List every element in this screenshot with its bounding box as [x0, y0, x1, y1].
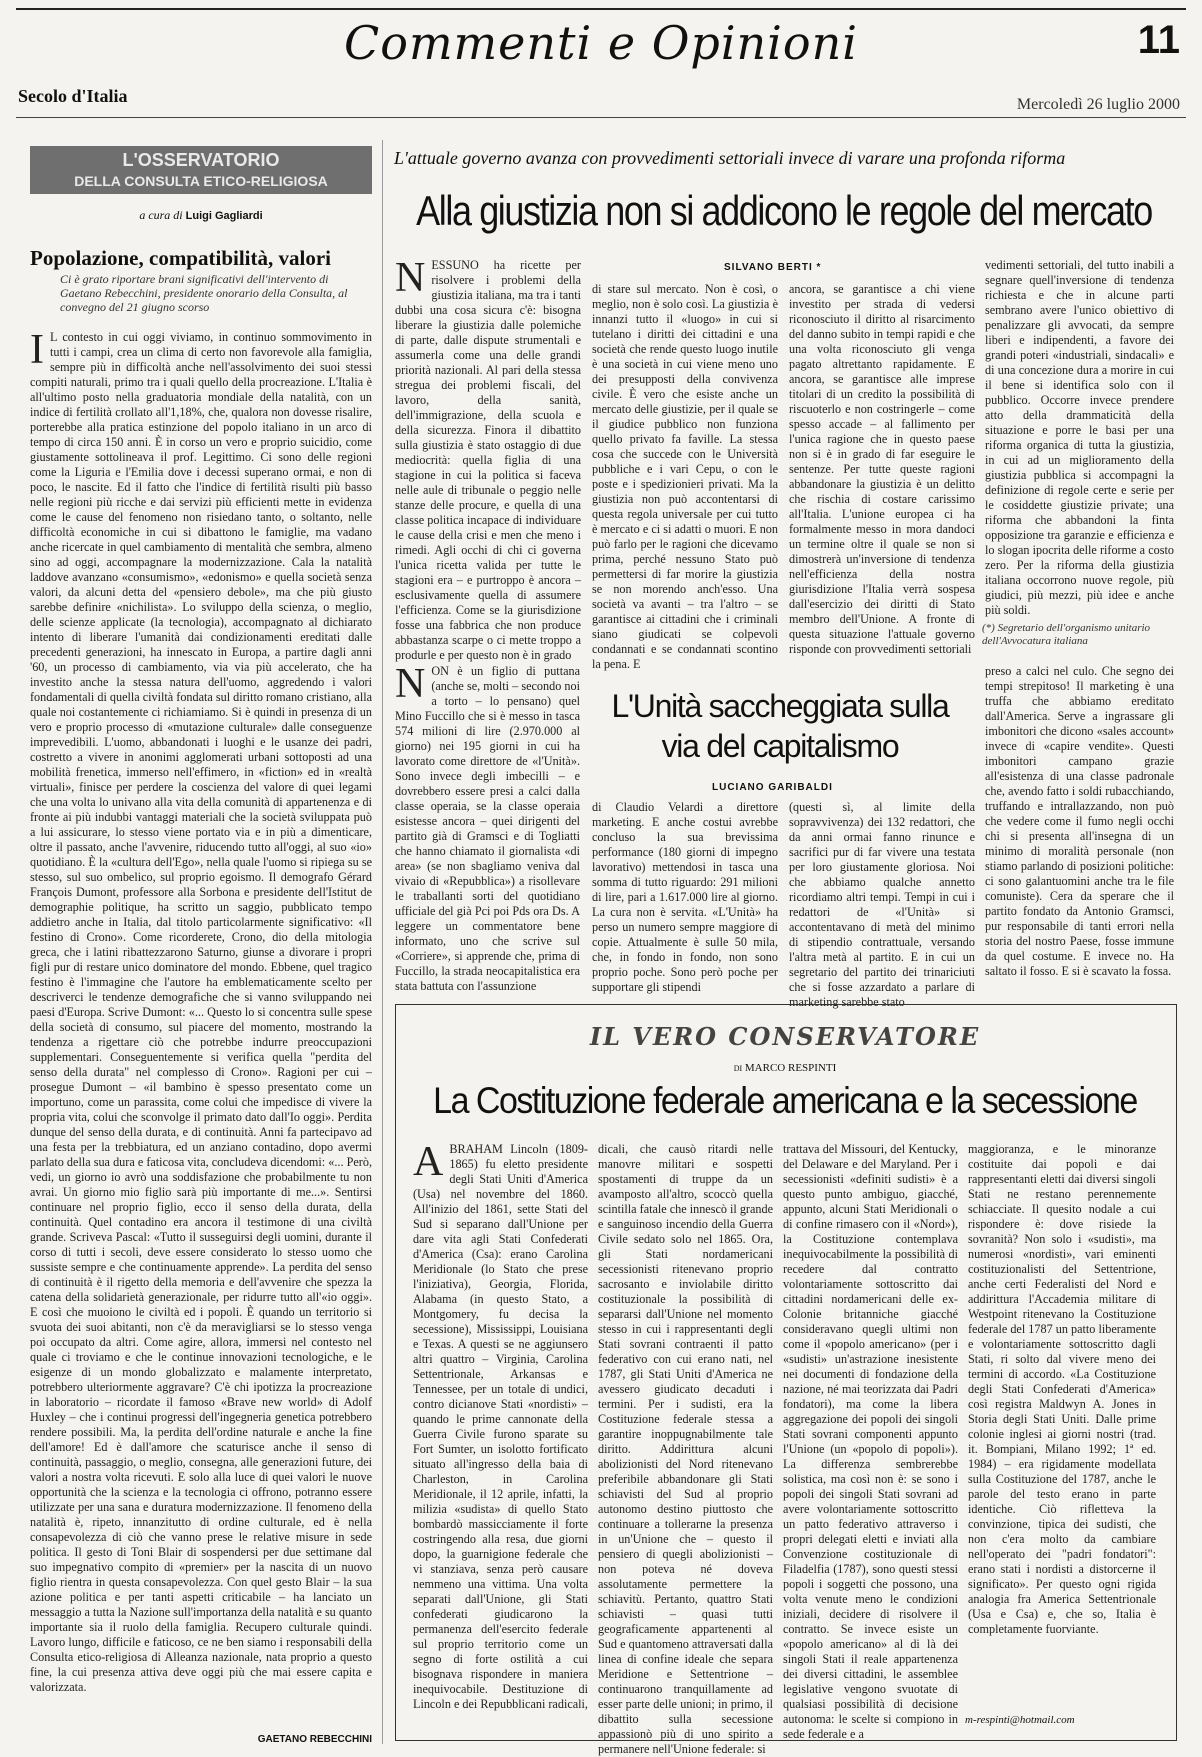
- byline: SILVANO BERTI *: [724, 262, 822, 273]
- curator-label: a cura di: [139, 208, 183, 222]
- masthead-rule: [16, 117, 1186, 118]
- top-rule: [16, 8, 1186, 10]
- dropcap: N: [395, 255, 426, 301]
- article-column: dicali, che causò ritardi nelle manovre militari e sospetti spostamenti di truppe da un avamposto all'altro, scoccò quella scintilla fatale che innescò il grande e sanguinoso incendio della Guerra Civile sedato solo nel 1865. Ora, gli Stati nordamericani secessionisti ritenevano proprio sacrosanto e inviolabile diritto costituzionale la possibilità di separarsi dall'Unione nel momento stesso in cui i rappresentanti degli Stati sovrani contraenti il patto federativo con cui erano nati, nel 1787, gli Stati Uniti d'America ne avessero giudicato decaduti i termini. Per i sudisti, era la Costituzione federale stessa a garantire inoppugnabilmente tale diritto. Addirittura alcuni abolizionisti del Nord ritenevano preferibile abbandonare gli Stati schiavisti del Sud al proprio autonomo destino piuttosto che continuare a tollerarne la presenza in un'Unione che – questo il pensiero di quegli abolizionisti – non poteva né doveva assolutamente permettere la schiavitù. Pertanto, quattro Stati schiavisti – quasi tutti geograficamente appartenenti al Sud e quantomeno attraversati dalla linea di confine ideale che separa Meridione e Settentrione – continuarono tranquillamente ad esser parte delle unioni; in primo, il dibattito sulla secessione appassionò più di uno spirito a permanere nell'Unione federale: si: [598, 1142, 773, 1756]
- article-column: di Claudio Velardi a direttore marketing. E anche costui avrebbe concluso la sua brevissima performance (180 giorni di impegno lavorativo) mettendosi in tasca una somma di tutto riguardo: 291 milioni di lire, pari a 1.617.000 lire al giorno. La cura non è servita. «L'Unità» ha perso un numero sempre maggiore di copie. Attualmente è sulle 50 mila, che, in fondo in fondo, non sono proprio poche. Sono però poche per supportare gli stipendi: [592, 800, 778, 994]
- article-column: maggioranza, e le minoranze costituite dai popoli e dai rappresentanti eletti dai diversi singoli Stati ne restano perennemente schiacciate. Il quesito nodale a cui rispondere è: dove risiede la sovranità? Non solo i «sudisti», ma numerosi «nordisti», vari eminenti costituzionalisti del Settentrione, anche certi Federalisti del Nord e addirittura l'Accademia militare di Westpoint ritenevano la Costituzione federale del 1787 un patto liberamente e volontariamente sottoscritto dagli Stati, ri solto dal vivere meno dei termini di accordo. «La Costituzione degli Stati Confederati d'America» così registra Maldwyn A. Jones in Storia degli Stati Uniti. Dalle prime colonie inglesi ai giorni nostri (trad. it. Bompiani, Milano 1992; 1ª ed. 1984) – era rigidamente modellata sulla Costituzione del 1787, anche le parole del testo erano in parte identiche. Ciò rifletteva la convinzione, tipica dei sudisti, che non c'era molto da cambiare nell'operato dei "padri fondatori": erano stati i nordisti a distorcerne il significato». Per questo ogni rigida analogia fra America Settentrionale (Usa e Csa) e, che so, Italia è completamente fuorviante.: [968, 1142, 1156, 1636]
- article-body-text: L contesto in cui oggi viviamo, in continuo sommovimento in tutti i campi, crea un clima di certo non favorevole alla famiglia, sempre più in difficoltà anche nell'assolvimento dei suoi stessi compiti naturali, primo tra i quali quello della procreazione. L'Italia è all'ultimo posto nella graduatoria mondiale della natalità, con un indice di fertilità crollato all'1,18%, che, qualora non dovesse risalire, porterebbe alla pratica estinzione del popolo italiano in un arco di tempo di circa 150 anni. È in corso un vero e proprio suicidio, come giustamente sottolineava il prof. Legittimo. Ci sono delle regioni come la Liguria e l'Emilia dove i decessi superano ormai, e non di poco, le nascite. Ed il fatto che l'indice di fertilità risulti più basso nelle regioni più ricche e dai servizi più efficienti mette in evidenza come le cause del fenomeno non risiedano tanto, o soltanto, nelle difficoltà economiche in cui si dibattono le famiglie, ma vadano anche ricercate in quel cambiamento di mentalità che sembra, almeno sino ad oggi, accompagnare la modernizzazione. Cala la natalità laddove avanzano «consumismo», «edonismo» e quella società senza valori, da alcuni detta del «pensiero debole», ma che più giusto sarebbe definire «nichilista». Lo sviluppo della scienza, o meglio, delle scienze applicate (la tecnologia), accompagnato al dichiarato intento di liberare l'umanità dai condizionamenti ereditati dalle precedenti generazioni, ha innescato in Europa, a partire dagli anni '60, un processo di cambiamento, via via più accelerato, che ha investito anche la stessa natura dell'uomo, aggredendo i valori fondamentali di quella civiltà fondata sul diritto romano cristiano, alla quale noi costantemente ci richiamiamo. Si è quindi in presenza di un vero e proprio processo di «mutazione culturale» dalle conseguenze imprevedibili. L'uomo, abbandonati i luoghi e le usanze dei padri, costretto a vivere in anonimi agglomerati urbani sottoposti ad una mobilità frenetica, immerso nell'effimero, in «fiction» ed in «realtà virtuali», finisce per perdere la coscienza del valore di quei legami che una volta lo univano alla vita della comunità di appartenenza e di fronte ai più indubbi vantaggi materiali che la società sviluppata può a lui assicurare, lo stesso viene portato via e in più a dimenticare, oltre il passato, anche l'avvenire, riducendo tutto all'oggi, al suo «io» quotidiano. È la «cultura dell'Ego», nella quale l'uomo si ripiega su se stesso, sul suo ombelico, sul proprio egoismo. Il demografo Gérard François Dumont, professore alla Sorbona e presidente dell'Istitut de demographie politique, ha scritto un saggio, pubblicato tempo addietro anche in Italia, dal titolo particolarmente significativo: «Il festino di Crono». Come ricorderete, Crono, dio della mitologia greca, che i latini ribattezzarono Saturno, giunse a divorare i propri figli pur di restare unico dominatore del mondo. Ebbene, quel tragico festino è l'immagine che l'autore ha emblematicamente scelto per descriverci le tendenze demografiche che si vanno sviluppando nei paesi d'Europa. Scrive Dumont: «... Questo lo si concentra sulle spese della società di consumo, sul piacere del momento, mostrando la tendenza a rigettare ciò che potrebbe indurre preoccupazioni supplementari. Conseguentemente si verifica quella "perdita del senso della durata" nel complesso di Crono». Ragioni per cui – prosegue Dumont – «il bambino è spesso presentato come un importuno, come un parassita, come colui che impedisce di vivere la propria vita, colui che sconvolge il primato dato dall'Io oggi». Perdita dunque del senso della durata, e di continuità. Anni fa partecipavo ad una festa per la trebbiatura, ed un anziano contadino, dopo avermi parlato della sua dura e faticosa vita, concludeva dicendomi: «... Però, vedi, un giorno io avrò una soddisfazione che probabilmente tu non avrai. Un giorno mio figlio sarà più importante di me...». Sentirsi continuare nel proprio figlio, ecco il senso della durata, della continuità. Quel contadino era ancora il testimone di una civiltà grande. Scriveva Pascal: «Tutto il susseguirsi degli uomini, durante il corso di tutti i secoli, deve essere considerato lo stesso uomo che sussiste sempre e che continuamente apprende». La perdita del senso di continuità è il rigetto della memoria e dell'avvenire che spezza la catena della solidarietà generazionale, per ridurre tutto all'«io oggi». E così che muoiono le civiltà ed i popoli. È quando un territorio si svuota dei suoi abitanti, non c'è da meravigliarsi se lo stesso venga poi occupato da altri. Come agire, allora, immersi nel contesto nel quale ci troviamo e che le continue innovazioni tecnologiche, e le esigenze di un mondo globalizzato e malamente interpretato, potrebbero ulteriormente aggravare? C'è chi ipotizza la procreazione in laboratorio – ricordate il famoso «Brave new world» di Adolf Huxley – che i continui progressi dell'ingegneria genetica potrebbero rendere possibili. Ma, la perdita dell'ordine naturale e anche la fine dell'amore! Ed è dall'amore che scaturisce anche il senso di continuità, passaggio, o meglio, consegna, alle generazioni future, dei valori a nostra volta ricevuti. E solo alla luce di quei valori le nuove opportunità che la scienza e la tecnologia ci offrono, potranno essere utilizzate per una sana e duratura modernizzazione. Il fenomeno della natalità è, ripeto, innanzitutto di ordine culturale, ed è nella consapevolezza di ciò che vanno prese le relative misure in sede politica. Il gesto di Toni Blair di sospendersi per due settimane dal suo impegnativo compito di «premier» per la nascita di un nuovo figlio rientra in questa consapevolezza. Con quel gesto Blair – la sua azione politica e per tanti aspetti criticabile – ha lanciato un messaggio a tutta la Nazione sull'importanza della natalità e su quanto importante sia il ruolo della famiglia. Recupero culturale quindi. Lavoro lungo, difficile e faticoso, ce ne ben siamo i responsabili della Consulta etico-religiosa di Alleanza nazionale, nata proprio a questo fine, la cui presenza attiva deve oggi più che mai essere capita e valorizzata.: [30, 330, 372, 1694]
- article-body: [30, 327, 372, 1732]
- article-column-text: BRAHAM Lincoln (1809-1865) fu eletto presidente degli Stati Uniti d'America (Usa) nel novembre del 1860. All'inizio del 1861, sette Stati del Sud si separano dall'Unione per dare vita agli Stati Confederati d'America (Csa): erano Carolina Meridionale (lo Stato che prese l'iniziativa), Georgia, Florida, Alabama (in questo Stato, a Montgomery, fu decisa la secessione), Mississippi, Louisiana e Texas. A questi se ne aggiunsero altri quattro – Virginia, Carolina Settentrionale, Arkansas e Tennessee, per un totale di undici, contro dicianove Stati «nordisti» – quando le prime cannonate della Guerra Civile furono sparate su Fort Sumter, un isolotto fortificato situato all'ingresso della baia di Charleston, in Carolina Meridionale, il 12 aprile, infatti, la milizia «sudista» di quello Stato bombardò massicciamente il forte costringendo alla resa, due giorni dopo, la guarnigione federale che vi stanziava, senza però causare nemmeno una vittima. Una volta separati dall'Unione, gli Stati confederati giudicarono la permanenza dell'esercito federale sul proprio territorio come un segno di forte ostilità a cui bisognava rispondere in maniera inequivocabile. Destituzione di Lincoln e dei Repubblicani radicali,: [413, 1142, 588, 1711]
- article-title: Popolazione, compatibilità, valori: [30, 246, 331, 270]
- headline: L'Unità saccheggiata sulla via del capitalismo: [611, 688, 949, 764]
- article-column-text: ON è un figlio di puttana (anche se, molti – secondo noi a torto – lo pensano) quel Mino Fuccillo che si è messo in tasca 574 milioni di lire (2.970.000 al giorno) nei 195 giorni in cui ha lavorato come direttore de «l'Unità». Sono invece degli imbecilli – e dovrebbero essere presi a calci dalla classe operaia, se la classe operaia esistesse ancora – quei dirigenti del partito già di Gramsci e di Togliatti che hanno chiamato il giornalista «di area» (se non sbagliamo veniva dal vivaio di «Repubblica») a risollevare le traballanti sorti del quotidiano ufficiale del già Pci poi Pds ora Ds. A leggere un commentatore bene informato, uno che scrive sul «Corriere», si apprende che, prima di Fuccillo, la strada neocapitalistica era stata battuta con l'assunzione: [395, 664, 580, 993]
- article-intro: Ci è grato riportare brani significativi dell'intervento di Gaetano Rebecchini, presidente onorario della Consulta, al convegno del 21 giugno scorso: [60, 272, 348, 314]
- article-column: (questi sì, al limite della sopravvivenza) dei 132 redattori, che da anni ormai fanno rinunce e sacrifici pur di far vivere una testata per loro giustamente gloriosa. Noi che abbiamo qualche annetto ricordiamo altri tempi. Tempi in cui i redattori de «l'Unità» si accontentavano di metà del minimo di stipendio contrattuale, versando l'altra metà al partito. E in cui un segretario del partito dei trinariciuti che si fosse azzardato a parlare di marketing sarebbe stato: [789, 800, 975, 1009]
- byline: LUCIANO GARIBALDI: [712, 782, 833, 793]
- article-column: [395, 661, 580, 993]
- author-signature: GAETANO REBECCHINI: [257, 1734, 372, 1745]
- osservatorio-subtitle: DELLA CONSULTA ETICO-RELIGIOSA: [74, 173, 328, 189]
- issue-date: Mercoledì 26 luglio 2000: [1016, 96, 1180, 113]
- osservatorio-box: [30, 146, 372, 194]
- footnote: (*) Segretario dell'organismo unitario dell'Avvocatura italiana: [982, 622, 1151, 647]
- headline: Alla giustizia non si addicono le regole del mercato: [416, 186, 1152, 234]
- column-header: IL VERO CONSERVATORE: [589, 1022, 981, 1051]
- newspaper-name: Secolo d'Italia: [18, 86, 128, 106]
- osservatorio-title: L'OSSERVATORIO: [122, 150, 280, 170]
- curator-name: Luigi Gagliardi: [185, 210, 263, 222]
- headline: La Costituzione federale americana e la secessione: [433, 1080, 1137, 1122]
- section-title: Commenti e Opinioni: [344, 16, 858, 70]
- dropcap: N: [395, 661, 426, 707]
- curator-line: [30, 208, 372, 223]
- article-column: vedimenti settoriali, del tutto inabili a segnare quell'inversione di tendenza richiesta e che in alcune parti sembrano avere l'unico obiettivo di penalizzare gli avvocati, da sempre liberi e indipendenti, a favore dei grandi poteri «industriali, sindacali» e di una concezione dura a morire in cui il bene si identifica solo con il pubblico. Occorre invece prendere atto della drammaticità della situazione e porre le basi per una riforma organica di tutta la giustizia, in cui ad un miglioramento della giustizia pubblica si accompagni la definizione di regole certe e serie per le cosiddette giustizie private; una riforma che abbandoni la finta opposizione tra garanzie e efficienza e lo slogan ipocrita delle riforme a costo zero. Per la riforma della giustizia italiana occorrono nuove regole, più giudici, più mezzi, più idee e anche più soldi.: [985, 258, 1174, 617]
- article-column: [395, 255, 581, 662]
- article-column: preso a calci nel culo. Che segno dei tempi strepitoso! Il marketing è una truffa che abbiamo ereditato dall'America. Serve a ingrassare gli imbonitori che dicono «sales account» invece di «capire vendite». Questi imbonitori campano grazie all'esistenza di una classe padronale che, avendo fatto i soldi rubacchiando, truffando e intrallazzando, non può che vedere come il fumo negli occhi chi si presenta all'insegna di un minimo di moralità personale (non stiamo parlando di posizioni politiche: ci sono galantuomini anche tra le file comuniste). Cera da sperare che il partito fondato da Antonio Gramsci, pur responsabile di tanti errori nella storia del nostro Paese, fosse immune da quel costume. E invece no. Ha saltato il fosso. E si è scavato la fossa.: [985, 664, 1174, 978]
- article-column-text: ESSUNO ha ricette per risolvere i problemi della giustizia italiana, ma tra i tanti dubbi una cosa sicura c'è: bisogna liberare la giustizia dalle polemiche di parte, dalle dispute strumentali e assumerla come una delle grandi priorità nazionali. Al pari della stessa stregua dei problemi fiscali, del lavoro, della sanità, dell'immigrazione, della scuola e della sicurezza. Finora il dibattito sulla giustizia è stato ostaggio di due mediocrità: quella figlia di una stagione in cui la politica si faceva nelle aule di tribunale o peggio nelle stanze delle procure, e quella di una classe politica incapace di individuare le cause della crisi e men che meno i rimedi. Agli occhi di chi ci governa l'unica ricetta valida per tutte le stagioni era – e purtroppo è ancora – esclusivamente quella di assumere l'efficienza. Come se la giurisdizione fosse una fabbrica che non produce abbastanza scarpe o ci mette troppo a produrle e per questo non è in grado: [395, 258, 581, 662]
- dropcap: I: [30, 327, 44, 373]
- column-divider: [382, 140, 383, 1744]
- page-number: 11: [1137, 18, 1180, 62]
- kicker: L'attuale governo avanza con provvedimenti settoriali invece di varare una profonda riforma: [394, 148, 1066, 168]
- article-column: [413, 1139, 588, 1730]
- dropcap: A: [413, 1139, 444, 1185]
- masthead: [0, 0, 1202, 115]
- article-column: ancora, se garantisce a chi viene investito per strada di vedersi riconosciuto il diritto al risarcimento del danno subito in tempi rapidi e che una volta riconosciuto gli venga pagato altrettanto rapidamente. E ancora, se garantisce alle imprese titolari di un credito la possibilità di riscuoterlo e non costringerle – come spesso accade – al fallimento per l'unica ragione che in questo paese non si è in grado di far eseguire le sentenze. Per tutte queste ragioni abbandonare la giustizia è un delitto che rischia di costare carissimo all'Italia. L'unione europea ci ha formalmente messo in mora dandoci un termine oltre il quale se non si dimostrerà un'inversione di tendenza nell'efficienza della nostra giurisdizione l'Italia verrà sospesa dall'esercizio dei diritti di Stato membro dell'Unione. A fronte di questa situazione l'attuale governo risponde con provvedimenti settoriali: [789, 282, 975, 656]
- byline: di MARCO RESPINTI: [733, 1062, 837, 1074]
- article-column: trattava del Missouri, del Kentucky, del Delaware e del Maryland. Per i secessionisti «definiti sudisti» è a questo punto ambiguo, giacché, appunto, alcuni Stati Meridionali o di confine rimasero con il «Nord»), la Costituzione contemplava inequivocabilmente la possibilità di recedere dal contratto volontariamente sottoscritto dai cittadini nordamericani delle ex-Colonie britanniche giacché consideravano quegli ultimi non come il «popolo americano» (per i «sudisti» un'astrazione inesistente nei documenti di fondazione della nazione, né mai teorizzata dai Padri fondatori), ma come la libera aggregazione dei popoli dei singoli Stati sovrani componenti appunto l'Unione (un «popolo di popoli»). La differenza sembrerebbe solistica, ma così non è: se sono i popoli dei singoli Stati sovrani ad avere volontariamente sottoscritto un patto federativo attraverso i propri delegati eletti e inviati alla Convenzione costituzionale di Filadelfia (1787), sono questi stessi popoli i soggetti che possono, una volta venute meno le condizioni iniziali, decidere di risolvere il contratto. Se invece esiste un «popolo americano» al di là dei singoli Stati il reale appartenenza dei diversi cittadini, le assemblee legislative vengono svuotate di qualsiasi possibilità di decisione autonoma: le scelte si compiono in sede federale e a: [783, 1142, 958, 1741]
- author-email: m-respinti@hotmail.com: [965, 1714, 1075, 1726]
- article-column: di stare sul mercato. Non è così, o meglio, non è solo così. La giustizia è innanzi tutto il «luogo» in cui si tutelano i diritti dei cittadini e una società che rende questo luogo inutile è una società in cui viene meno uno dei presupposti della convivenza civile. È vero che esiste anche un mercato delle giustizie, per il quale se il giudice pubblico non funziona quello privato fa faville. La stessa cosa che succede con le Università pubbliche e i vari Cepu, o con le poste e i spedizionieri privati. Ma la giustizia non può accontentarsi di questa regola universale per cui tutto è mercato e ci si adatti o muori. E non può farlo per le ragioni che dicevamo prima, perché nessuno Stato può permettersi di far morire la giustizia se non morendo anch'esso. Una società va avanti – tra l'altro – se garantisce ai cittadini che i criminali siano giudicati se colpevoli condannati e se condannati scontino la pena. E: [592, 282, 778, 671]
